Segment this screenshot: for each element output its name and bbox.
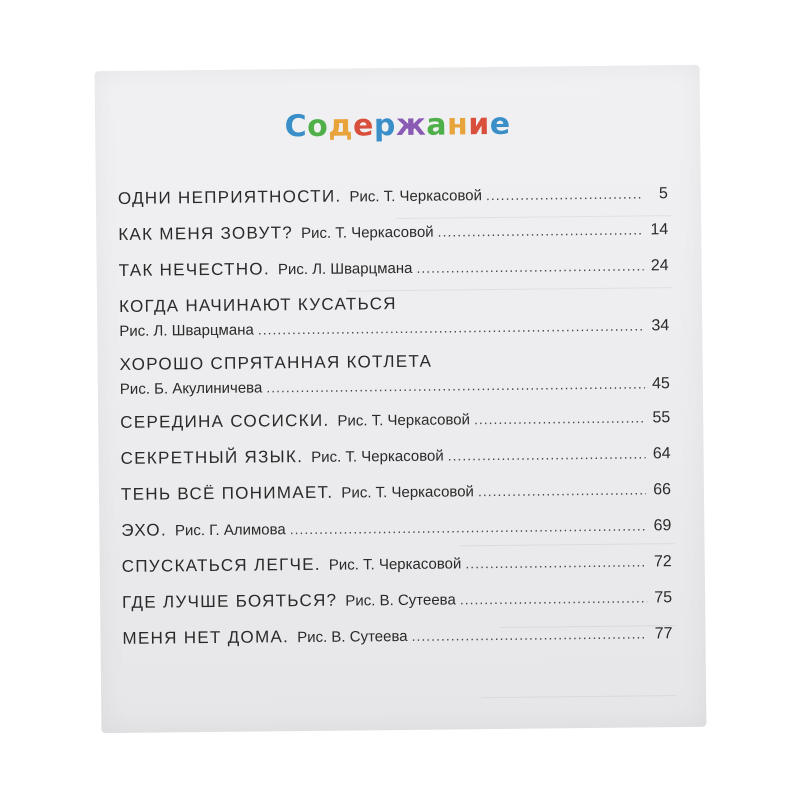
page-number: 45 xyxy=(651,375,670,393)
heading-letter: н xyxy=(446,107,469,143)
story-title: ХОРОШО СПРЯТАННАЯ КОТЛЕТА xyxy=(119,351,433,374)
heading-letter: е xyxy=(489,106,511,143)
toc-entry[interactable] xyxy=(122,551,672,593)
illustrator-credit: Рис. Т. Черкасовой xyxy=(328,555,462,574)
dot-leader xyxy=(290,517,647,537)
toc-entry[interactable] xyxy=(121,515,671,557)
page-number: 69 xyxy=(653,517,672,535)
illustrator-credit: Рис. Т. Черкасовой xyxy=(349,187,483,206)
dot-leader xyxy=(448,445,646,463)
heading-letter: С xyxy=(284,108,308,145)
dot-leader xyxy=(266,375,645,395)
toc-entry[interactable] xyxy=(120,407,670,449)
story-title: СПУСКАТЬСЯ ЛЕГЧЕ. xyxy=(121,554,321,576)
heading-letter: а xyxy=(426,107,448,143)
dot-leader xyxy=(465,553,647,571)
illustrator-credit: Рис. Т. Черкасовой xyxy=(341,483,474,502)
story-title: МЕНЯ НЕТ ДОМА. xyxy=(122,627,290,648)
heading-letter: ж xyxy=(395,107,427,144)
story-title: ГДЕ ЛУЧШЕ БОЯТЬСЯ? xyxy=(122,590,338,612)
heading-letter: о xyxy=(307,108,329,144)
illustrator-credit: Рис. Л. Шварцмана xyxy=(119,321,254,340)
page-number: 64 xyxy=(652,445,671,463)
show-through-line xyxy=(481,695,676,698)
toc-heading xyxy=(95,105,700,146)
toc-entry[interactable] xyxy=(122,587,672,629)
toc-entry[interactable] xyxy=(121,479,671,521)
story-title: ТЕНЬ ВСЁ ПОНИМАЕТ. xyxy=(120,482,334,504)
story-title: КОГДА НАЧИНАЮТ КУСАТЬСЯ xyxy=(118,294,397,316)
dot-leader xyxy=(460,589,647,607)
toc-entry[interactable] xyxy=(119,291,670,355)
toc-entry[interactable] xyxy=(118,183,668,225)
page-number: 34 xyxy=(651,317,670,335)
toc-entry[interactable] xyxy=(122,623,672,665)
page-number: 55 xyxy=(652,409,671,427)
dot-leader xyxy=(411,625,647,643)
dot-leader xyxy=(438,221,644,239)
page-number: 14 xyxy=(650,221,669,239)
table-of-contents xyxy=(118,183,673,665)
page-number: 24 xyxy=(650,257,669,275)
story-title: ЭХО. xyxy=(121,520,168,540)
toc-entry[interactable] xyxy=(121,443,671,485)
page-number: 66 xyxy=(653,481,672,499)
story-title: ТАК НЕЧЕСТНО. xyxy=(118,259,271,280)
story-title: СЕКРЕТНЫЙ ЯЗЫК. xyxy=(120,447,304,468)
illustrator-credit: Рис. В. Сутеева xyxy=(345,591,456,610)
illustrator-credit: Рис. В. Сутеева xyxy=(297,627,408,647)
page-number: 75 xyxy=(654,589,673,607)
toc-entry[interactable] xyxy=(120,349,671,413)
dot-leader xyxy=(478,481,646,499)
dot-leader xyxy=(258,317,645,337)
heading-letter: е xyxy=(352,108,375,144)
illustrator-credit: Рис. Т. Черкасовой xyxy=(311,447,444,466)
story-title: ОДНИ НЕПРИЯТНОСТИ. xyxy=(117,186,342,208)
page-number: 5 xyxy=(658,185,668,203)
page-number: 72 xyxy=(653,553,672,571)
story-title: КАК МЕНЯ ЗОВУТ? xyxy=(118,223,294,244)
illustrator-credit: Рис. Т. Черкасовой xyxy=(337,411,471,430)
heading-letter: и xyxy=(468,107,490,143)
dot-leader xyxy=(486,185,643,203)
page-number: 77 xyxy=(654,625,673,643)
book-page xyxy=(95,65,707,733)
dot-leader xyxy=(416,257,643,275)
illustrator-credit: Рис. Л. Шварцмана xyxy=(277,259,413,279)
illustrator-credit: Рис. Г. Алимова xyxy=(174,521,286,540)
heading-letter: д xyxy=(328,108,354,144)
story-title: СЕРЕДИНА СОСИСКИ. xyxy=(120,410,330,432)
toc-entry[interactable] xyxy=(118,219,668,261)
dot-leader xyxy=(474,409,645,427)
illustrator-credit: Рис. Т. Черкасовой xyxy=(301,223,434,243)
heading-letter: р xyxy=(373,108,397,144)
illustrator-credit: Рис. Б. Акулиничева xyxy=(119,379,263,398)
